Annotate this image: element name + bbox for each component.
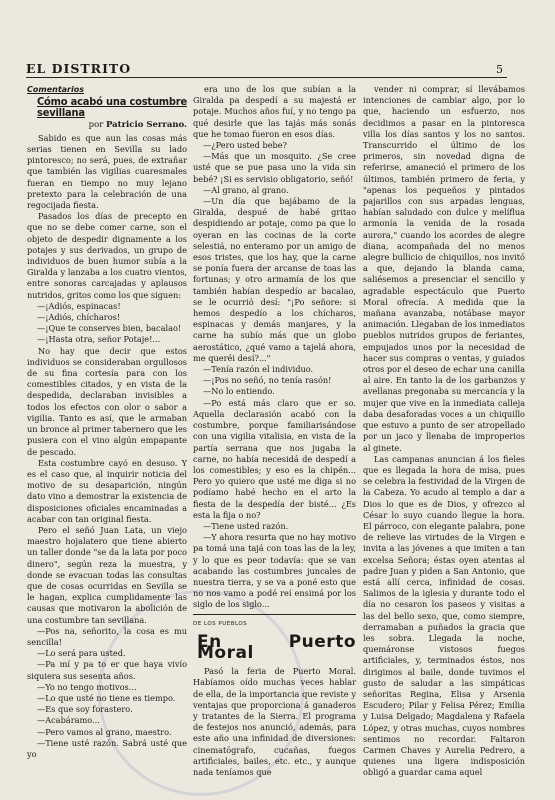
page-number: 5 <box>496 63 503 76</box>
article-headline-2: En Puerto Moral <box>197 631 356 663</box>
masthead-title: EL DISTRITO <box>26 61 132 76</box>
paragraph: Sabido es que aun las cosas más serias tienen en Sevilla su lado pintoresco; no será, pues, de extrañar que también las vigilias cuaresmales fueran en tiempo no muy lejano pretexto para la celebración de una regocijada fiesta. <box>27 132 187 211</box>
paragraph: —Y ahora resurta que no hay motivo pa tomá una tajá con toas las de la ley, y lo que es peor todavía: que se van acabando las costumbres juncales de nuestra tierra, y se va a poné esto que no nos vamo a podé reí ensimá por los siglo de los siglo... <box>193 532 356 610</box>
paragraph: —Es que soy forastero. <box>37 704 133 715</box>
paragraph: —¡Hasta otra, señor Potaje!... <box>37 334 161 345</box>
paragraph: —Po está más claro que er so. Aquella declarasión acabó con la costumbre, porque familiarisándose con una vigilia vitalisia, en vista de la partía serrana que nos jugaba la carne, no había necesidá de despedí a los comestibles; y eso es la chipén... Pero yo quiero que usté me diga si no podíamo habé hecho en el arto la fiesta de la despedía der bisté... ¿Es esta la fija o no? <box>193 397 356 520</box>
paragraph: —¿Pero usted bebe? <box>203 140 288 151</box>
paragraph: —No lo entiendo. <box>203 386 275 397</box>
paragraph: —Lo que usté no tiene es tiempo. <box>37 692 176 703</box>
paragraph: —Al grano, al grano. <box>203 184 289 195</box>
section-label: Comentarios <box>27 85 84 94</box>
column-2 <box>193 84 356 778</box>
paragraph: Pasó la feria de Puerto Moral. Habíamos oído muchas veces hablar de ella, de la importancia que reviste y ventajas que proporciona á ganaderos y tratantes de la Sierra. El programa de festejos nos anunció, además, para este año una infinidad de diversiones: cinematógrafo, cucañas, fuegos artificiales, bailes, etc. etc., y aunque nada teníamos que <box>193 666 356 777</box>
paragraph: No hay que decir que estos individuos se consideraban orgullosos de su fina cortesía para con los comestibles citados, y en vista de la despedida, declaraban invisibles a todos los efectos con olor o sabor a vigilia. Tanto es así, que le armaban un bronce al primer tabernero que les pusiera con el vino algún empapante de pescado. <box>27 345 187 457</box>
article-headline: Cómo acabó una costumbre sevillana <box>37 95 187 120</box>
paragraph: —Tenía razón el individuo. <box>203 364 314 375</box>
header-rule <box>26 77 507 78</box>
paragraph: —¡Que te conserves bien, bacalao! <box>37 323 182 334</box>
paragraph: —Pos na, señorito, la cosa es mu sencilla! <box>27 625 187 647</box>
paragraph: era uno de los que subían a la Giralda pa despedí a su majestá er potaje. Muchos años fuí, y no tengo pa qué desirle que las tajás más sonás que he tomao fueron en esos días. <box>193 84 356 139</box>
column-1 <box>27 84 187 760</box>
paragraph: —Tiene usté razón. Sabrá usté que yo <box>27 737 187 759</box>
paragraph: —Pero vamos al grano, maestro. <box>37 726 172 737</box>
paragraph: —Más que un mosquito. ¿Se cree usté que se pue pasa uno la vida sin bebé? ¡Si es servisio obligatorio, señó! <box>193 151 356 184</box>
paragraph: —¡Pos no señó, no tenía rasón! <box>203 375 332 386</box>
paragraph: —¡Adiós, espinacas! <box>37 300 121 311</box>
paragraph: vender ni comprar, sí llevábamos intenciones de cambiar algo, por lo que, haciendo un esfuerzo, nos decidimos a pasar en la pintoresca villa los días santos y los no santos. Transcurrido el último de los primeros, sin novedad digna de referirse, amaneció el primero de los últimos, también primero de feria, y "apenas los pequeños y pintados pajarillos con sus arpadas lenguas, habían saludado con dulce y melíflua armonía la venida de la rosada aurora," cuando los acordes de alegre diana, acompañada del no menos alegre bullicio de chiquillos, nos invitó a que, dejando la blanda cama, saliésemos a presenciar el sencillo y agradable espectáculo que Puerto Moral ofrecía. A medida que la mañana avanzaba, notábase mayor animación. Llegaban de los inmediatos pueblos nutridos grupos de feriantes, empujados unos por la necesidad de hacer sus compras o ventas, y guiados otros por el deseo de echar una canilla al aire. En tanto la de los garbanzos y avellanas pregonaba su mercancía y la mujer que vive en la inmediata calleja daba desaforadas voces a un chiquillo que estuvo a punto de ser atropellado por un jaco y llenaba de improperios al ginete. <box>363 84 525 453</box>
paragraph: Pero el señó Juan Lata, un viejo maestro hojalatero que tiene abierto un taller donde "se da la lata por poco dinero", según reza la muestra, y donde se evacuan todas las consultas que de cosas ocurridas en Sevilla se le hagan, explica cumplidamente las causas que motivaron la abolición de una costumbre tan sevillana. <box>27 524 187 625</box>
paragraph: Las campanas anuncian á los fieles que es llegada la hora de misa, pues se celebra la festividad de la Virgen de la Cabeza. Yo acudo al templo a dar a Dios lo que es de Dios, y ofrezco al César lo suyo cuando llegue la hora. El párroco, con elegante palabra, pone de relieve las virtudes de la Virgen e invita a las jóvenes a que imiten a tan excelsa Señora; éstas oyen atentas al padre Juan y piden a San Antonio, que está allí cerca, infinidad de cosas. Salimos de la iglesia y durante todo el día no cesaron los paseos y visitas a las del bello sexo, que, como siempre, derramaban a puñados la gracia que les sobra. Llegada la noche, quemáronse vistosos fuegos artificiales, y, terminados éstos, nos dirigimos al baile, donde tuvimos el gusto de saludar a las simpáticas señoritas Regina, Elisa y Arsenia Escudero; Pilar y Felisa Pérez; Emilia y Luisa Delgado; Magdalena y Rafaela López, y otras muchas, cuyos nombres sentimos no recordar. Faltaron Carmen Chaves y Aurelia Pedrero, a quienes una ligera indisposición obligó a guardar cama aquel <box>363 453 525 778</box>
author-name: Patricio Serrano. <box>105 119 187 130</box>
paragraph: —¡Adiós, chícharos! <box>37 312 121 323</box>
article-divider <box>193 614 356 615</box>
paragraph: —Yo no tengo motivos... <box>37 681 137 692</box>
paragraph: —Lo será para usted. <box>37 648 126 659</box>
paragraph: —Acabáramo... <box>37 715 100 726</box>
paragraph: Esta costumbre cayó en desuso. Y es el caso que, al inquirir noticia del motivo de su desaparición, ningún dato vino a demostrar la existencia de disposiciones oficiales encaminadas a acabar con tan original fiesta. <box>27 457 187 524</box>
byline <box>27 120 187 131</box>
column-3 <box>363 84 525 779</box>
paragraph: —Un día que bajábamo de la Giralda, despué de habé gritao despidiendo ar potaje, como pa que lo oyeran en las cocinas de la corte selestiá, no enteramo por un amigo de esos tristes, que los hay, que la carne se ponía fuera der arcanse de toas las fortunas; y otro armamía de los que también habían despedío ar bacalao, se le ocurrió desí: "¡Po señore: si hemos despedío a los chícharos, espinacas y demás manjares, y la carne ha subío más que un globo aerostático, ¿qué vamo a tajelá ahora, me queréi desí?..." <box>193 196 356 363</box>
byline-prefix: por <box>88 119 106 130</box>
paragraph: —Tiene usted razón. <box>203 520 289 531</box>
paragraph: —Pa mí y pa to er que haya vivío siquiera sus sesenta años. <box>27 659 187 681</box>
section-label-2: DE LOS PUEBLOS <box>193 620 248 627</box>
paragraph: Pasados los días de precepto en que no se debe comer carne, son el objeto de despedir dignamente a los potajes y sus derivados, un grupo de individuos de buen humor subía a la Giralda y lanzaba a los cuatro vientos, entre sonoras carcajadas y aplausos nutridos, gritos como los que siguen: <box>27 211 187 300</box>
